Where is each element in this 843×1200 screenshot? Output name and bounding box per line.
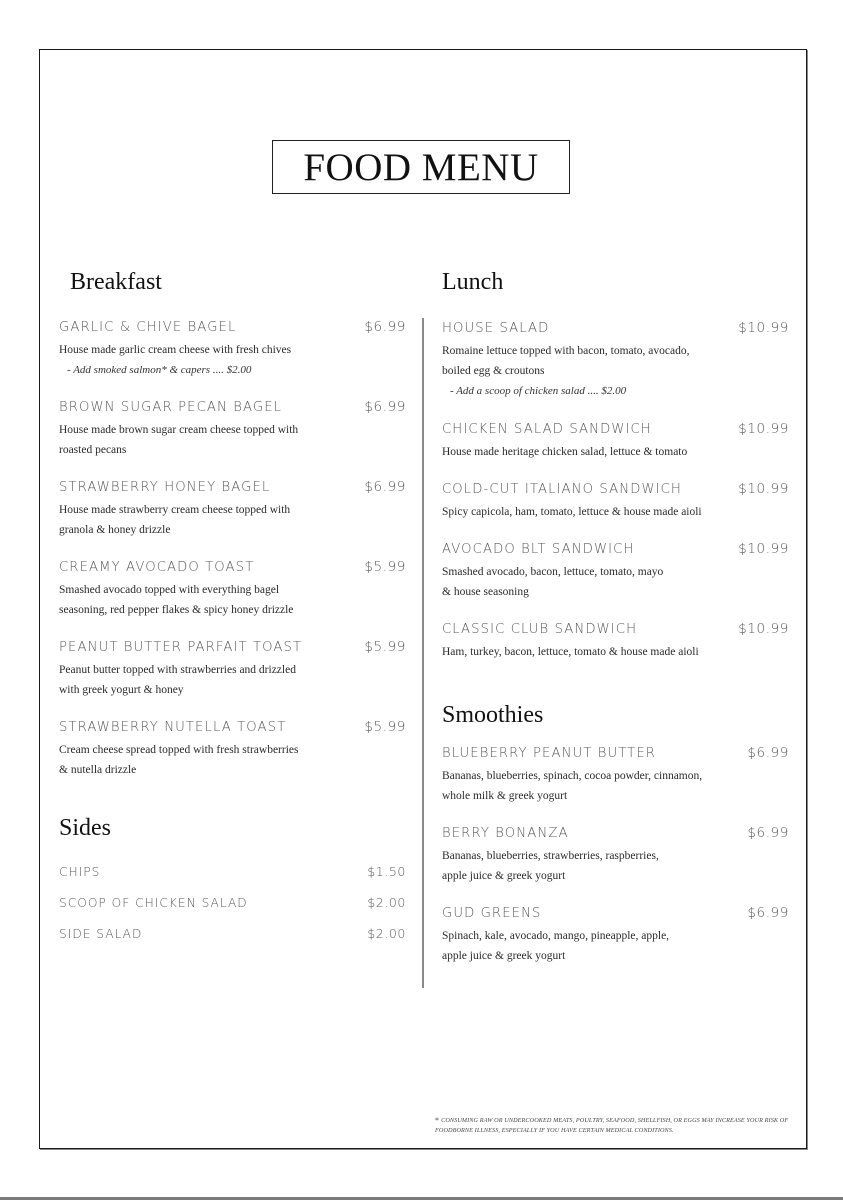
section-title-sides: Sides	[59, 815, 112, 841]
menu-item	[59, 398, 406, 460]
item-description-line: Spinach, kale, avocado, mango, pineapple, apple,	[442, 930, 670, 942]
item-description	[59, 500, 406, 540]
menu-item	[442, 540, 789, 602]
item-description-line: Smashed avocado topped with everything bagel	[59, 584, 280, 596]
item-price: $5.99	[364, 639, 406, 655]
footnote-asterisk: *	[435, 1116, 440, 1125]
item-description-line: & nutella drizzle	[59, 764, 137, 776]
item-name: GARLIC & CHIVE BAGEL	[59, 320, 237, 335]
side-item	[59, 864, 406, 879]
item-price: $6.99	[747, 825, 789, 841]
item-addon: - Add smoked salmon* & capers .... $2.00	[67, 364, 252, 376]
footnote-text: CONSUMING RAW OR UNDERCOOKED MEATS, POULTRY, SEAFOOD, SHELLFISH, OR EGGS MAY INCREASE YOUR RISK OF FOODBORNE ILLNESS, ESPECIALLY IF YOU HAVE CERTAIN MEDICAL CONDITIONS.	[435, 1117, 789, 1134]
item-description-line: apple juice & greek yogurt	[442, 870, 566, 882]
item-name: SCOOP OF CHICKEN SALAD	[59, 896, 248, 910]
item-name: CLASSIC CLUB SANDWICH	[442, 622, 638, 637]
item-price: $10.99	[738, 421, 789, 437]
item-description-line: House made strawberry cream cheese topped with	[59, 504, 291, 516]
item-name: GUD GREENS	[442, 906, 542, 921]
item-price: $2.00	[367, 926, 406, 941]
item-price: $1.50	[367, 864, 406, 879]
item-price: $6.99	[364, 319, 406, 335]
menu-title-box	[272, 140, 570, 194]
item-name: HOUSE SALAD	[442, 321, 550, 336]
item-description-line: whole milk & greek yogurt	[442, 790, 568, 802]
menu-title: FOOD MENU	[303, 145, 539, 189]
item-name: SIDE SALAD	[59, 927, 143, 941]
menu-item	[442, 744, 789, 806]
item-description-line: Bananas, blueberries, strawberries, raspberries,	[442, 850, 659, 862]
item-description	[442, 341, 789, 381]
item-description	[442, 766, 789, 806]
item-price: $10.99	[738, 541, 789, 557]
item-description	[59, 420, 406, 460]
item-description-line: granola & honey drizzle	[59, 524, 171, 536]
item-description-line: boiled egg & croutons	[442, 365, 545, 377]
item-description-line: Peanut butter topped with strawberries and drizzled	[59, 664, 296, 676]
item-name: PEANUT BUTTER PARFAIT TOAST	[59, 640, 303, 655]
item-description-line: apple juice & greek yogurt	[442, 950, 566, 962]
item-price: $5.99	[364, 559, 406, 575]
item-description	[59, 740, 406, 780]
item-name: CHICKEN SALAD SANDWICH	[442, 422, 652, 437]
item-name: BLUEBERRY PEANUT BUTTER	[442, 746, 657, 761]
item-description-line: with greek yogurt & honey	[59, 684, 184, 696]
item-price: $6.99	[364, 399, 406, 415]
item-price: $10.99	[738, 481, 789, 497]
menu-item	[442, 420, 789, 462]
item-description	[59, 660, 406, 700]
item-description	[442, 926, 789, 966]
food-safety-footnote	[435, 1116, 795, 1136]
item-description-line: roasted pecans	[59, 444, 127, 456]
item-name: BROWN SUGAR PECAN BAGEL	[59, 400, 283, 415]
item-description-line: Smashed avocado, bacon, lettuce, tomato, mayo	[442, 566, 664, 578]
item-price: $2.00	[367, 895, 406, 910]
item-description-line: Romaine lettuce topped with bacon, tomato, avocado,	[442, 345, 690, 357]
item-description	[442, 846, 789, 886]
item-price: $6.99	[747, 745, 789, 761]
item-price: $5.99	[364, 719, 406, 735]
item-description-line: Cream cheese spread topped with fresh strawberries	[59, 744, 299, 756]
item-name: COLD-CUT ITALIANO SANDWICH	[442, 482, 682, 497]
section-title-smoothies: Smoothies	[442, 702, 544, 728]
item-description: Spicy capicola, ham, tomato, lettuce & house made aioli	[442, 506, 702, 518]
menu-item	[59, 478, 406, 540]
item-description-line: seasoning, red pepper flakes & spicy honey drizzle	[59, 604, 294, 616]
item-name: CHIPS	[59, 865, 101, 879]
menu-item	[442, 319, 789, 401]
item-price: $10.99	[738, 320, 789, 336]
menu-item	[59, 638, 406, 700]
item-name: STRAWBERRY HONEY BAGEL	[59, 480, 271, 495]
menu-item	[59, 318, 406, 380]
item-addon: - Add a scoop of chicken salad .... $2.00	[450, 385, 627, 397]
item-description	[442, 562, 789, 602]
item-description: House made garlic cream cheese with fresh chives	[59, 344, 292, 356]
item-name: CREAMY AVOCADO TOAST	[59, 560, 255, 575]
menu-item	[442, 904, 789, 966]
menu-item	[442, 824, 789, 886]
item-price: $6.99	[364, 479, 406, 495]
item-price: $10.99	[738, 621, 789, 637]
item-description-line: Bananas, blueberries, spinach, cocoa powder, cinnamon,	[442, 770, 703, 782]
item-name: BERRY BONANZA	[442, 826, 569, 841]
menu-item	[59, 558, 406, 620]
side-item	[59, 926, 406, 941]
side-item	[59, 895, 406, 910]
item-description	[59, 580, 406, 620]
menu-item	[442, 480, 789, 522]
menu-item	[59, 718, 406, 780]
item-name: STRAWBERRY NUTELLA TOAST	[59, 720, 287, 735]
item-name: AVOCADO BLT SANDWICH	[442, 542, 635, 557]
section-title-breakfast: Breakfast	[70, 269, 162, 295]
column-divider	[422, 318, 424, 988]
section-title-lunch: Lunch	[442, 269, 504, 295]
item-description-line: & house seasoning	[442, 586, 529, 598]
item-price: $6.99	[747, 905, 789, 921]
item-description: Ham, turkey, bacon, lettuce, tomato & house made aioli	[442, 646, 699, 658]
menu-item	[442, 620, 789, 662]
item-description: House made heritage chicken salad, lettuce & tomato	[442, 446, 688, 458]
item-description-line: House made brown sugar cream cheese topped with	[59, 424, 299, 436]
